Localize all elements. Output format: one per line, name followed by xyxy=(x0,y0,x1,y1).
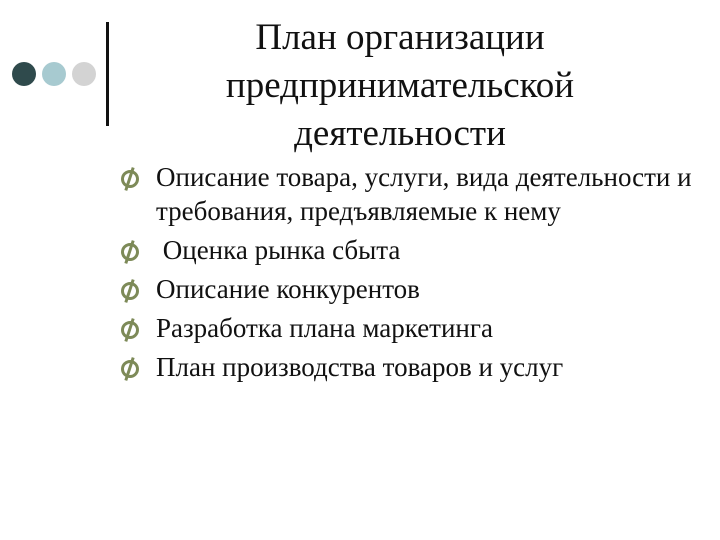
list-item xyxy=(118,160,708,228)
list-item-text: Оценка рынка сбыта xyxy=(156,235,401,265)
cent-sign-bullet-icon xyxy=(121,321,139,339)
decorative-dots xyxy=(12,62,96,88)
title-line: предпринимательской xyxy=(225,65,575,106)
gray-dot-icon xyxy=(72,62,96,86)
slide-title xyxy=(150,14,650,158)
list-item-text: Описание конкурентов xyxy=(156,274,420,304)
list-item xyxy=(118,350,708,384)
list-item xyxy=(118,311,708,345)
list-item xyxy=(118,233,708,267)
list-item xyxy=(118,272,708,306)
dark-dot-icon xyxy=(12,62,36,86)
cent-sign-bullet-icon xyxy=(121,282,139,300)
vertical-divider xyxy=(106,22,109,126)
title-line: деятельности xyxy=(294,113,506,154)
list-item-text: План производства товаров и услуг xyxy=(156,352,564,382)
title-line: План организации xyxy=(255,17,545,58)
bullet-list xyxy=(118,160,708,389)
list-item-text: Описание товара, услуги, вида деятельности и требования, предъявляемые к нему xyxy=(156,162,692,226)
cent-sign-bullet-icon xyxy=(121,170,139,188)
cent-sign-bullet-icon xyxy=(121,243,139,261)
cent-sign-bullet-icon xyxy=(121,360,139,378)
list-item-text: Разработка плана маркетинга xyxy=(156,313,493,343)
teal-dot-icon xyxy=(42,62,66,86)
